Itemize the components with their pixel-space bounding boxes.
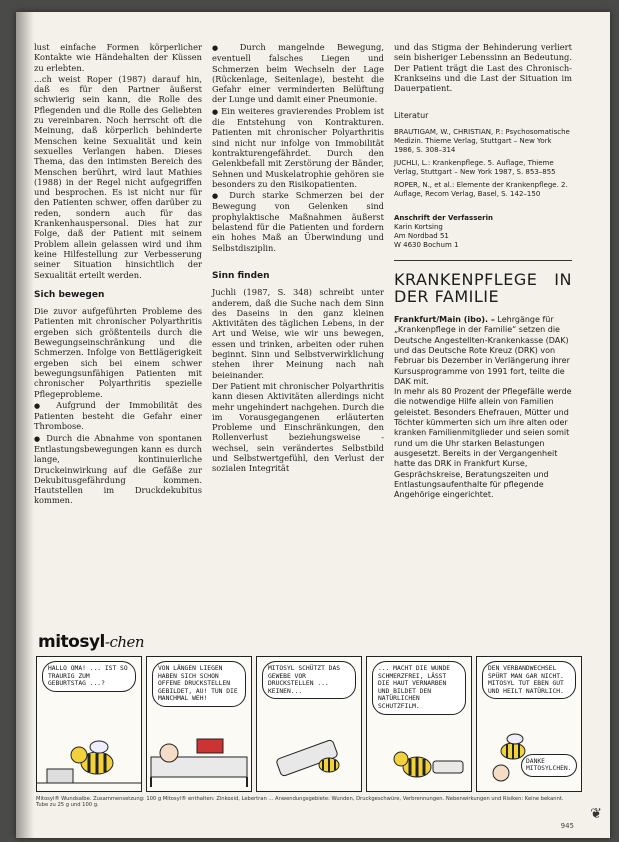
paragraph: lust einfache Formen körperlicher Kontakte wie Händehalten der Küssen zu erlebten.	[34, 42, 202, 73]
bee-flying-icon	[477, 711, 581, 791]
literature-heading: Literatur	[394, 111, 429, 121]
speech-bubble: MITOSYL SCHÜTZT DAS GEWEBE VOR DRUCKSTELLEN ... KEINEN...	[262, 661, 356, 699]
literature-entry: ROPER, N., et al.: Elemente der Krankenpflege. 2. Auflage, Recom Verlag, Basel, S. 142–150	[394, 180, 568, 198]
address-heading: Anschrift der Verfasserin	[394, 213, 493, 222]
comic-panel-5	[476, 656, 582, 792]
paragraph: ...ch weist Roper (1987) darauf hin, daß es für den Partner äußerst schwierig sein kann, die Rolle des Pflegenden und die Rolle des Geliebten zu vereinbaren. Noch herrscht oft die Meinung, daß körperlich behinderte Menschen keine Sexualität und kein sexuelles Verlangen haben. Dieses Thema, das den intimsten Bereich des Menschen berührt, wird laut Mathies (1988) in der Regel nicht aufgegriffen und besprochen. Es ist nicht nur für den Patienten schwer, offen darüber zu reden, sondern auch für das Krankenhauspersonal. Dies hat zur Folge, daß der Patient mit seinem Problem allein gelassen wird und ihm keine Hilfestellung zur Verbesserung seiner Situation hinsichtlich der Sexualität erteilt werden.	[34, 73, 202, 280]
comic-advertisement	[34, 626, 582, 832]
comic-panel-1	[36, 656, 142, 792]
author-address	[394, 223, 572, 250]
address-line: Am Nordbad 51	[394, 232, 449, 241]
brand-logo	[38, 632, 144, 652]
ointment-tube-icon	[257, 711, 361, 791]
page-number: 945	[560, 822, 574, 830]
column-right	[394, 42, 572, 500]
paragraph: Juchli (1987, S. 348) schreibt unter anderem, daß die Suche nach dem Sinn des Daseins in den ganz kleinen Aktivitäten des täglichen Lebens, in der Art und Weise, wie wir uns bewegen, essen und trinken, arbeiten oder ruhen beginnt. Sinn und Selbstverwirklichung stehen ihrer Meinung nach nah beieinander.	[212, 287, 384, 380]
column-left	[34, 42, 202, 507]
speech-bubble-reply: DANKE MITOSYLCHEN.	[521, 754, 577, 777]
bee-with-tube-icon	[367, 711, 471, 791]
news-paragraph: In mehr als 80 Prozent der Pflegefälle werde die notwendige Hilfe allein von Familien geleistet. Besonders Ehefrauen, Mütter und Töchter kümmerten sich um ihre alten oder kranken Familienmitglieder und seien somit rund um die Uhr starken Belastungen ausgesetzt. Bereits in der Vergangenheit hatte das DRK in Frankfurt Kurse, Gesprächskreise, Beratungszeiten und Entlastungsaufenthalte für pflegende Angehörige eingerichtet.	[394, 387, 572, 500]
bullet-item: ● Durch mangelnde Bewegung, eventuell falsches Liegen und Schmerzen beim Wechseln der Lage (Rückenlage, Seitenlage), besteht die Gefahr einer verminderten Belüftung der Lunge und damit einer Pneumonie.	[212, 42, 384, 105]
speech-bubble: ... MACHT DIE WUNDE SCHMERZFREI, LÄSST DIE HAUT VERNARBEN UND BILDET DEN NATÜRLICHEN SCHUTZFILM.	[372, 661, 466, 715]
patient-in-bed-icon	[147, 711, 251, 791]
speech-bubble: VON LÄNGEN LIEGEN HABEN SICH SCHON OFFENE DRUCKSTELLEN GEBILDET, AU! TUN DIE MANCHMAL WEH!	[152, 661, 246, 707]
section-heading: Sinn finden	[212, 270, 270, 281]
comic-strip	[36, 656, 582, 792]
literature-entry: JUCHLI, L.: Krankenpflege. 5. Auflage, Thieme Verlag, Stuttgart – New York 1987, S. 853–855	[394, 158, 556, 176]
logo-text: mitosyl	[38, 632, 105, 652]
publisher-mark-icon: ❦	[590, 806, 602, 822]
paragraph: Der Patient mit chronischer Polyarthritis kann diesen Aktivitäten allerdings nicht mehr ungehindert nachgehen. Durch die im Vorausgegangenen erläuterten Probleme und Einschränkungen, den Rollenverlust beziehungsweise -wechsel, sein verändertes Selbstbild und Selbstwertgefühl, den Verlust der sozialen Integrität	[212, 380, 384, 474]
address-line: W 4630 Bochum 1	[394, 241, 459, 250]
literature-entry: BRAUTIGAM, W., CHRISTIAN, P.: Psychosomatische Medizin. Thieme Verlag, Stuttgart – New York 1986, S. 308–314	[394, 127, 570, 154]
divider	[394, 260, 572, 261]
logo-suffix: -chen	[104, 633, 145, 651]
ad-fineprint: Mitosyl® Wundsalbe. Zusammensetzung: 100 g Mitosyl® enthalten: Zinkoxid, Lebertran ... Anwendungsgebiete: Wunden, Druckgeschwüre, Verbrennungen. Nebenwirkungen und Risiken: Keine bekannt. Tube zu 25 g und 100 g.	[36, 796, 564, 809]
bullet-item: ● Durch starke Schmerzen bei der Bewegung von Gelenken sind prophylaktische Maßnahmen äußerst belastend für die Patienten und fordern ein hohes Maß an Überwindung und Selbstdisziplin.	[212, 190, 384, 253]
comic-panel-3	[256, 656, 362, 792]
bee-character-icon	[37, 711, 141, 791]
document-page	[16, 12, 610, 838]
comic-panel-2	[146, 656, 252, 792]
speech-bubble: HALLO OMA! ... IST SO TRAURIG ZUM GEBURTSTAG ...?	[42, 661, 136, 692]
address-line: Karin Kortsing	[394, 223, 443, 232]
paragraph: und das Stigma der Behinderung verliert sein bisheriger Lebenssinn an Bedeutung. Der Patient trägt die Last des Chronisch-Krankseins und die Last der Situation im Dauerpatient.	[394, 42, 572, 94]
bullet-item: ● Aufgrund der Immobilität des Patienten besteht die Gefahr einer Thrombose.	[34, 400, 202, 432]
bullet-item: ● Durch die Abnahme von spontanen Entlastungsbewegungen kann es durch lange, kontinuierliche Druckeinwirkung auf die Gefäße zur Dekubitusgefährdung kommen. Hautstellen im Druckdekubitus kommen.	[34, 433, 202, 506]
news-headline: KRANKENPFLEGE IN DER FAMILIE	[394, 270, 572, 307]
binding-shadow	[16, 12, 34, 838]
speech-bubble: DEN VERBANDWECHSEL SPÜRT MAN GAR NICHT. MITOSYL TUT EBEN GUT UND HEILT NATÜRLICH.	[482, 661, 576, 699]
paragraph: Die zuvor aufgeführten Probleme des Patienten mit chronischer Polyarthritis ergeben sich größtenteils durch die Bewegungseinschränkung und die Schmerzen. Infolge von Bettlägerigkeit ergeben sich bei einem schwer bewegungsunfähigen Patienten mit chronischer Polyarthritis spezielle Pflegeprobleme.	[34, 306, 202, 399]
literature-list	[394, 128, 572, 199]
news-paragraph: Lehrgänge für „Krankenpflege in der Familie“ setzen die Deutsche Angestellten-Krankenkasse (DAK) und das Deutsche Rote Kreuz (DRK) von Februar bis Dezember in Verlängerung ihrer Kursusprogramme von 1991 fort, teilte die DAK mit.	[394, 315, 570, 386]
comic-panel-4	[366, 656, 472, 792]
bullet-item: ● Ein weiteres gravierendes Problem ist die Entstehung von Kontrakturen. Patienten mit chronischer Polyarthritis sind nicht nur infolge von Immobilität kontrakturengefährdet. Durch den Gelenkbefall mit Zerstörung der Bänder, Sehnen und Muskelatrophie gehören sie besonders zu den Risikopatienten.	[212, 106, 384, 189]
column-middle	[212, 42, 384, 475]
news-dateline: Frankfurt/Main (ibo). –	[394, 315, 495, 325]
section-heading: Sich bewegen	[34, 289, 105, 300]
news-body	[394, 315, 572, 500]
